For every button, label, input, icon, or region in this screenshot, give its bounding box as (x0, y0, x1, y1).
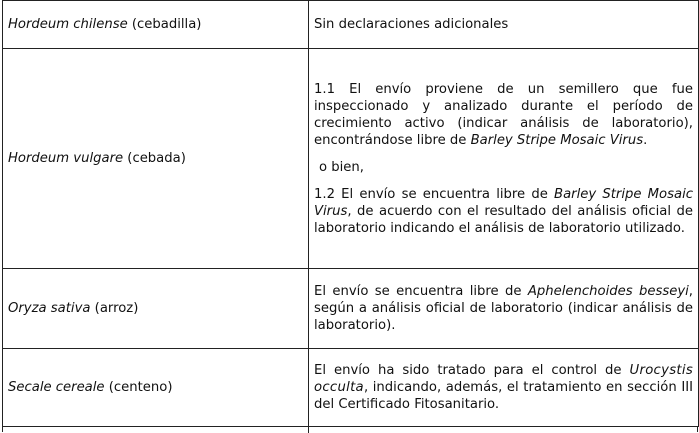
table-row (3, 269, 699, 349)
connector-text: o bien, (319, 159, 364, 175)
requirement-cell (309, 1, 699, 49)
species-name: Secale cereale (8, 380, 105, 395)
table-row (3, 49, 699, 269)
pest-name: Aphelenchoides besseyi (527, 284, 689, 299)
common-name: (centeno) (104, 380, 173, 395)
requirement-cell (309, 49, 699, 269)
phytosanitary-requirements-table (2, 0, 699, 427)
table-row (3, 349, 699, 427)
common-name: (cebadilla) (127, 17, 202, 32)
species-cell (3, 1, 309, 49)
virus-name: Barley Stripe Mosaic Virus (470, 132, 644, 148)
option-2-paragraph: 1.2 El envío se encuentra libre de Barley Stripe Mosaic Virus, de acuerdo con el resultado del análisis oficial de laboratorio indicando el análisis de laboratorio utilizado. (314, 186, 693, 236)
common-name: (arroz) (90, 301, 139, 316)
species-cell (3, 49, 309, 269)
common-name: (cebada) (123, 151, 186, 166)
species-cell (3, 269, 309, 349)
species-name: Hordeum vulgare (8, 151, 124, 166)
species-name: Hordeum chilense (8, 17, 128, 32)
pest-name: Urocystis occulta (314, 363, 693, 395)
next-row-edge (2, 426, 698, 432)
requirement-text: Sin declaraciones adicionales (314, 17, 509, 32)
option-1-paragraph: 1.1 El envío proviene de un semillero que fue inspeccionado y analizado durante el período de crecimiento activo (indicar análisis de laboratorio), encontrándose libre de Barley Stripe Mosaic Virus. (314, 81, 693, 148)
table-row (3, 1, 699, 49)
species-cell (3, 349, 309, 427)
virus-name: Barley Stripe Mosaic Virus (314, 186, 693, 219)
requirement-cell: El envío se encuentra libre de Aphelenchoides besseyi, según a análisis oficial de laboratorio (indicar análisis de laboratorio). (309, 269, 699, 349)
species-name: Oryza sativa (8, 301, 91, 316)
requirement-cell: El envío ha sido tratado para el control de Urocystis occulta, indicando, además, el tratamiento en sección III del Certificado Fitosanitario. (309, 349, 699, 427)
